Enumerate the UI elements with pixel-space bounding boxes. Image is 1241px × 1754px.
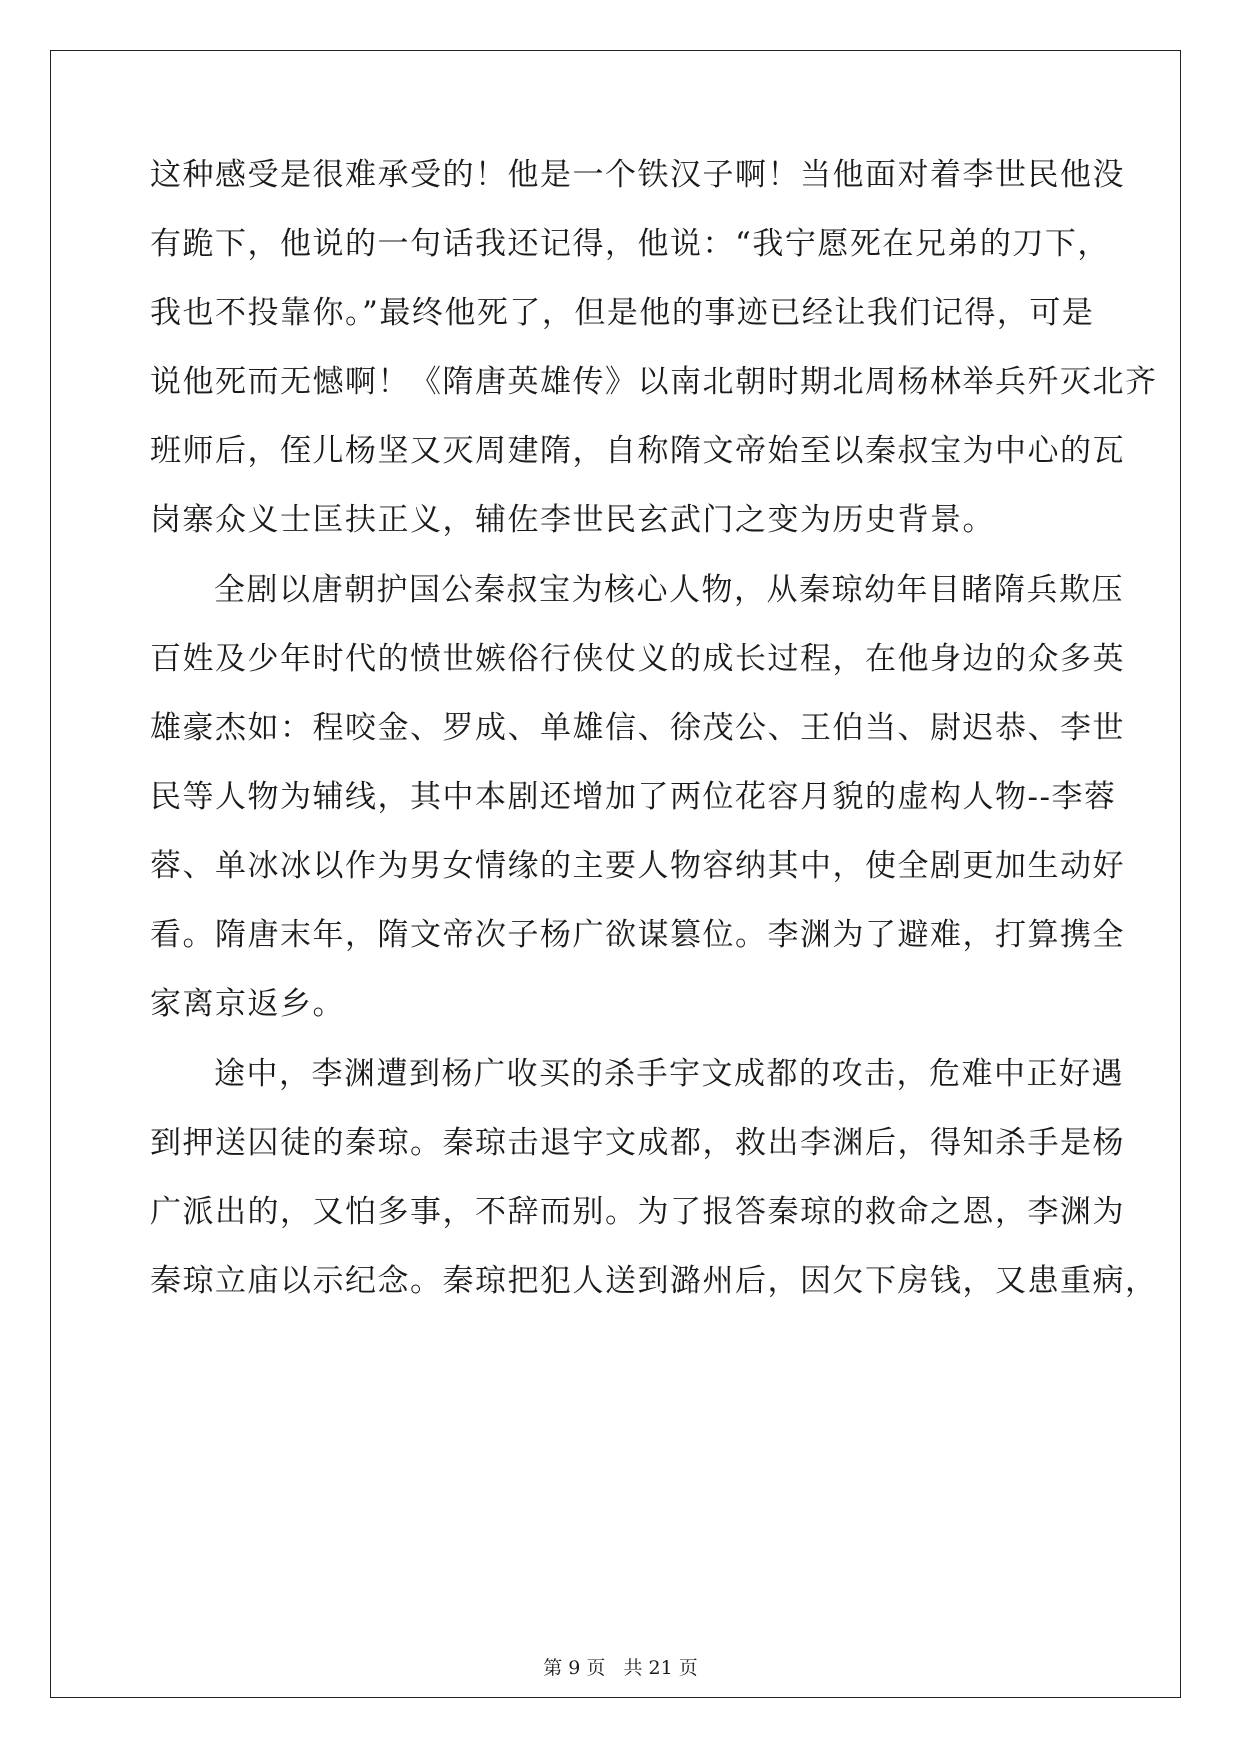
text-line: 说他死而无憾啊！《隋唐英雄传》以南北朝时期北周杨林举兵歼灭北齐 bbox=[150, 364, 1158, 400]
text-line: 秦琼立庙以示纪念。秦琼把犯人送到潞州后，因欠下房钱，又患重病， bbox=[150, 1263, 1158, 1299]
text-line: 蓉、单冰冰以作为男女情缘的主要人物容纳其中，使全剧更加生动好 bbox=[150, 848, 1125, 884]
text-line: 百姓及少年时代的愤世嫉俗行侠仗义的成长过程，在他身边的众多英 bbox=[150, 641, 1125, 677]
text-line: 雄豪杰如：程咬金、罗成、单雄信、徐茂公、王伯当、尉迟恭、李世 bbox=[150, 710, 1125, 746]
text-line: 有跪下，他说的一句话我还记得，他说：“我宁愿死在兄弟的刀下， bbox=[150, 226, 1110, 262]
text-line: 民等人物为辅线，其中本剧还增加了两位花容月貌的虚构人物--李蓉 bbox=[150, 779, 1117, 815]
text-line: 我也不投靠你。”最终他死了，但是他的事迹已经让我们记得，可是 bbox=[150, 295, 1095, 331]
text-line-indented: 全剧以唐朝护国公秦叔宝为核心人物，从秦琼幼年目睹隋兵欺压 bbox=[214, 572, 1124, 608]
text-line: 看。隋唐末年，隋文帝次子杨广欲谋篡位。李渊为了避难，打算携全 bbox=[150, 917, 1125, 953]
text-line: 班师后，侄儿杨坚又灭周建隋，自称隋文帝始至以秦叔宝为中心的瓦 bbox=[150, 433, 1125, 469]
text-line: 家离京返乡。 bbox=[150, 986, 345, 1022]
page-number: 第 9 页 bbox=[543, 1657, 606, 1679]
text-line: 岗寨众义士匡扶正义，辅佐李世民玄武门之变为历史背景。 bbox=[150, 502, 995, 538]
text-line-indented: 途中，李渊遭到杨广收买的杀手宇文成都的攻击，危难中正好遇 bbox=[214, 1056, 1124, 1092]
page-total: 共 21 页 bbox=[623, 1657, 698, 1679]
text-line: 到押送囚徒的秦琼。秦琼击退宇文成都，救出李渊后，得知杀手是杨 bbox=[150, 1125, 1125, 1161]
text-line: 广派出的，又怕多事，不辞而别。为了报答秦琼的救命之恩，李渊为 bbox=[150, 1194, 1125, 1230]
page-footer bbox=[0, 1656, 1241, 1680]
text-line: 这种感受是很难承受的！他是一个铁汉子啊！当他面对着李世民他没 bbox=[150, 157, 1125, 193]
